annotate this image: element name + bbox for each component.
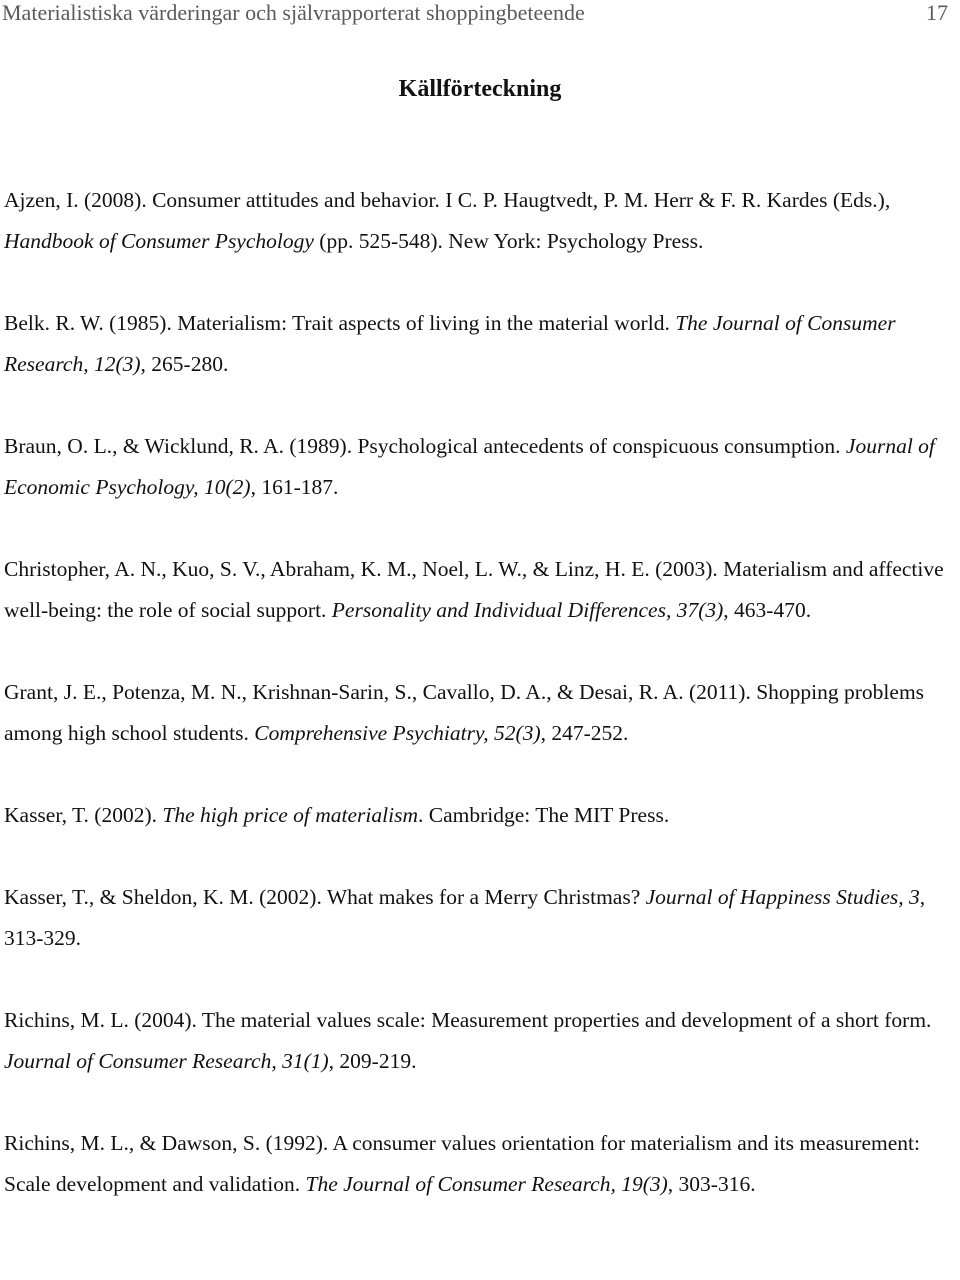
reference-entry [4,1000,954,1082]
reference-details: (pp. 525-548). New York: Psychology Press. [313,229,704,253]
reference-list [4,180,954,1246]
reference-text: Kasser, T. (2002). [4,803,163,827]
running-title: Materialistiska värderingar och självrapporterat shoppingbeteende [2,0,585,25]
reference-source: The high price of materialism [162,803,418,827]
running-header [2,0,948,26]
reference-details: , 209-219. [328,1049,417,1073]
section-title: Källförteckning [398,76,562,102]
reference-entry [4,1123,954,1205]
reference-entry [4,549,954,631]
reference-source: Journal of Economic Psychology, 10(2) [4,434,935,499]
reference-text: Kasser, T., & Sheldon, K. M. (2002). What makes for a Merry Christmas? [4,885,646,909]
reference-details: , 303-316. [667,1172,756,1196]
reference-entry [4,672,954,754]
reference-details: , 161-187. [250,475,339,499]
reference-source: Personality and Individual Differences, 37(3) [331,598,724,622]
reference-details: , 265-280. [140,352,229,376]
reference-text: Richins, M. L., & Dawson, S. (1992). A consumer values orientation for materialism and its measurement: Scale development and validation. [4,1131,920,1196]
reference-entry [4,303,954,385]
reference-text: Christopher, A. N., Kuo, S. V., Abraham, K. M., Noel, L. W., & Linz, H. E. (2003). Materialism and affective well-being: the role of social support. [4,557,944,622]
reference-entry [4,877,954,959]
reference-entry [4,795,954,836]
reference-details: . Cambridge: The MIT Press. [417,803,670,827]
reference-text: Ajzen, I. (2008). Consumer attitudes and behavior. I C. P. Haugtvedt, P. M. Herr & F. R. Kardes (Eds.), [4,188,891,212]
reference-text: Belk. R. W. (1985). Materialism: Trait aspects of living in the material world. [4,311,676,335]
reference-details: , 247-252. [540,721,629,745]
reference-text: Braun, O. L., & Wicklund, R. A. (1989). Psychological antecedents of conspicuous consumption. [4,434,846,458]
reference-source: Comprehensive Psychiatry, 52(3) [254,721,541,745]
reference-entry [4,426,954,508]
reference-source: The Journal of Consumer Research, 19(3) [305,1172,668,1196]
reference-source: Journal of Consumer Research, 31(1) [4,1049,329,1073]
reference-source: Handbook of Consumer Psychology [4,229,314,253]
reference-source: The Journal of Consumer Research, 12(3) [4,311,896,376]
reference-entry [4,180,954,262]
reference-details: , 463-470. [723,598,812,622]
reference-details: , 313-329. [4,885,926,950]
reference-text: Richins, M. L. (2004). The material values scale: Measurement properties and development of a short form. [4,1008,932,1032]
reference-text: Grant, J. E., Potenza, M. N., Krishnan-Sarin, S., Cavallo, D. A., & Desai, R. A. (2011). Shopping problems among high school students. [4,680,925,745]
page-number: 17 [926,0,948,25]
reference-source: Journal of Happiness Studies, 3 [645,885,920,909]
